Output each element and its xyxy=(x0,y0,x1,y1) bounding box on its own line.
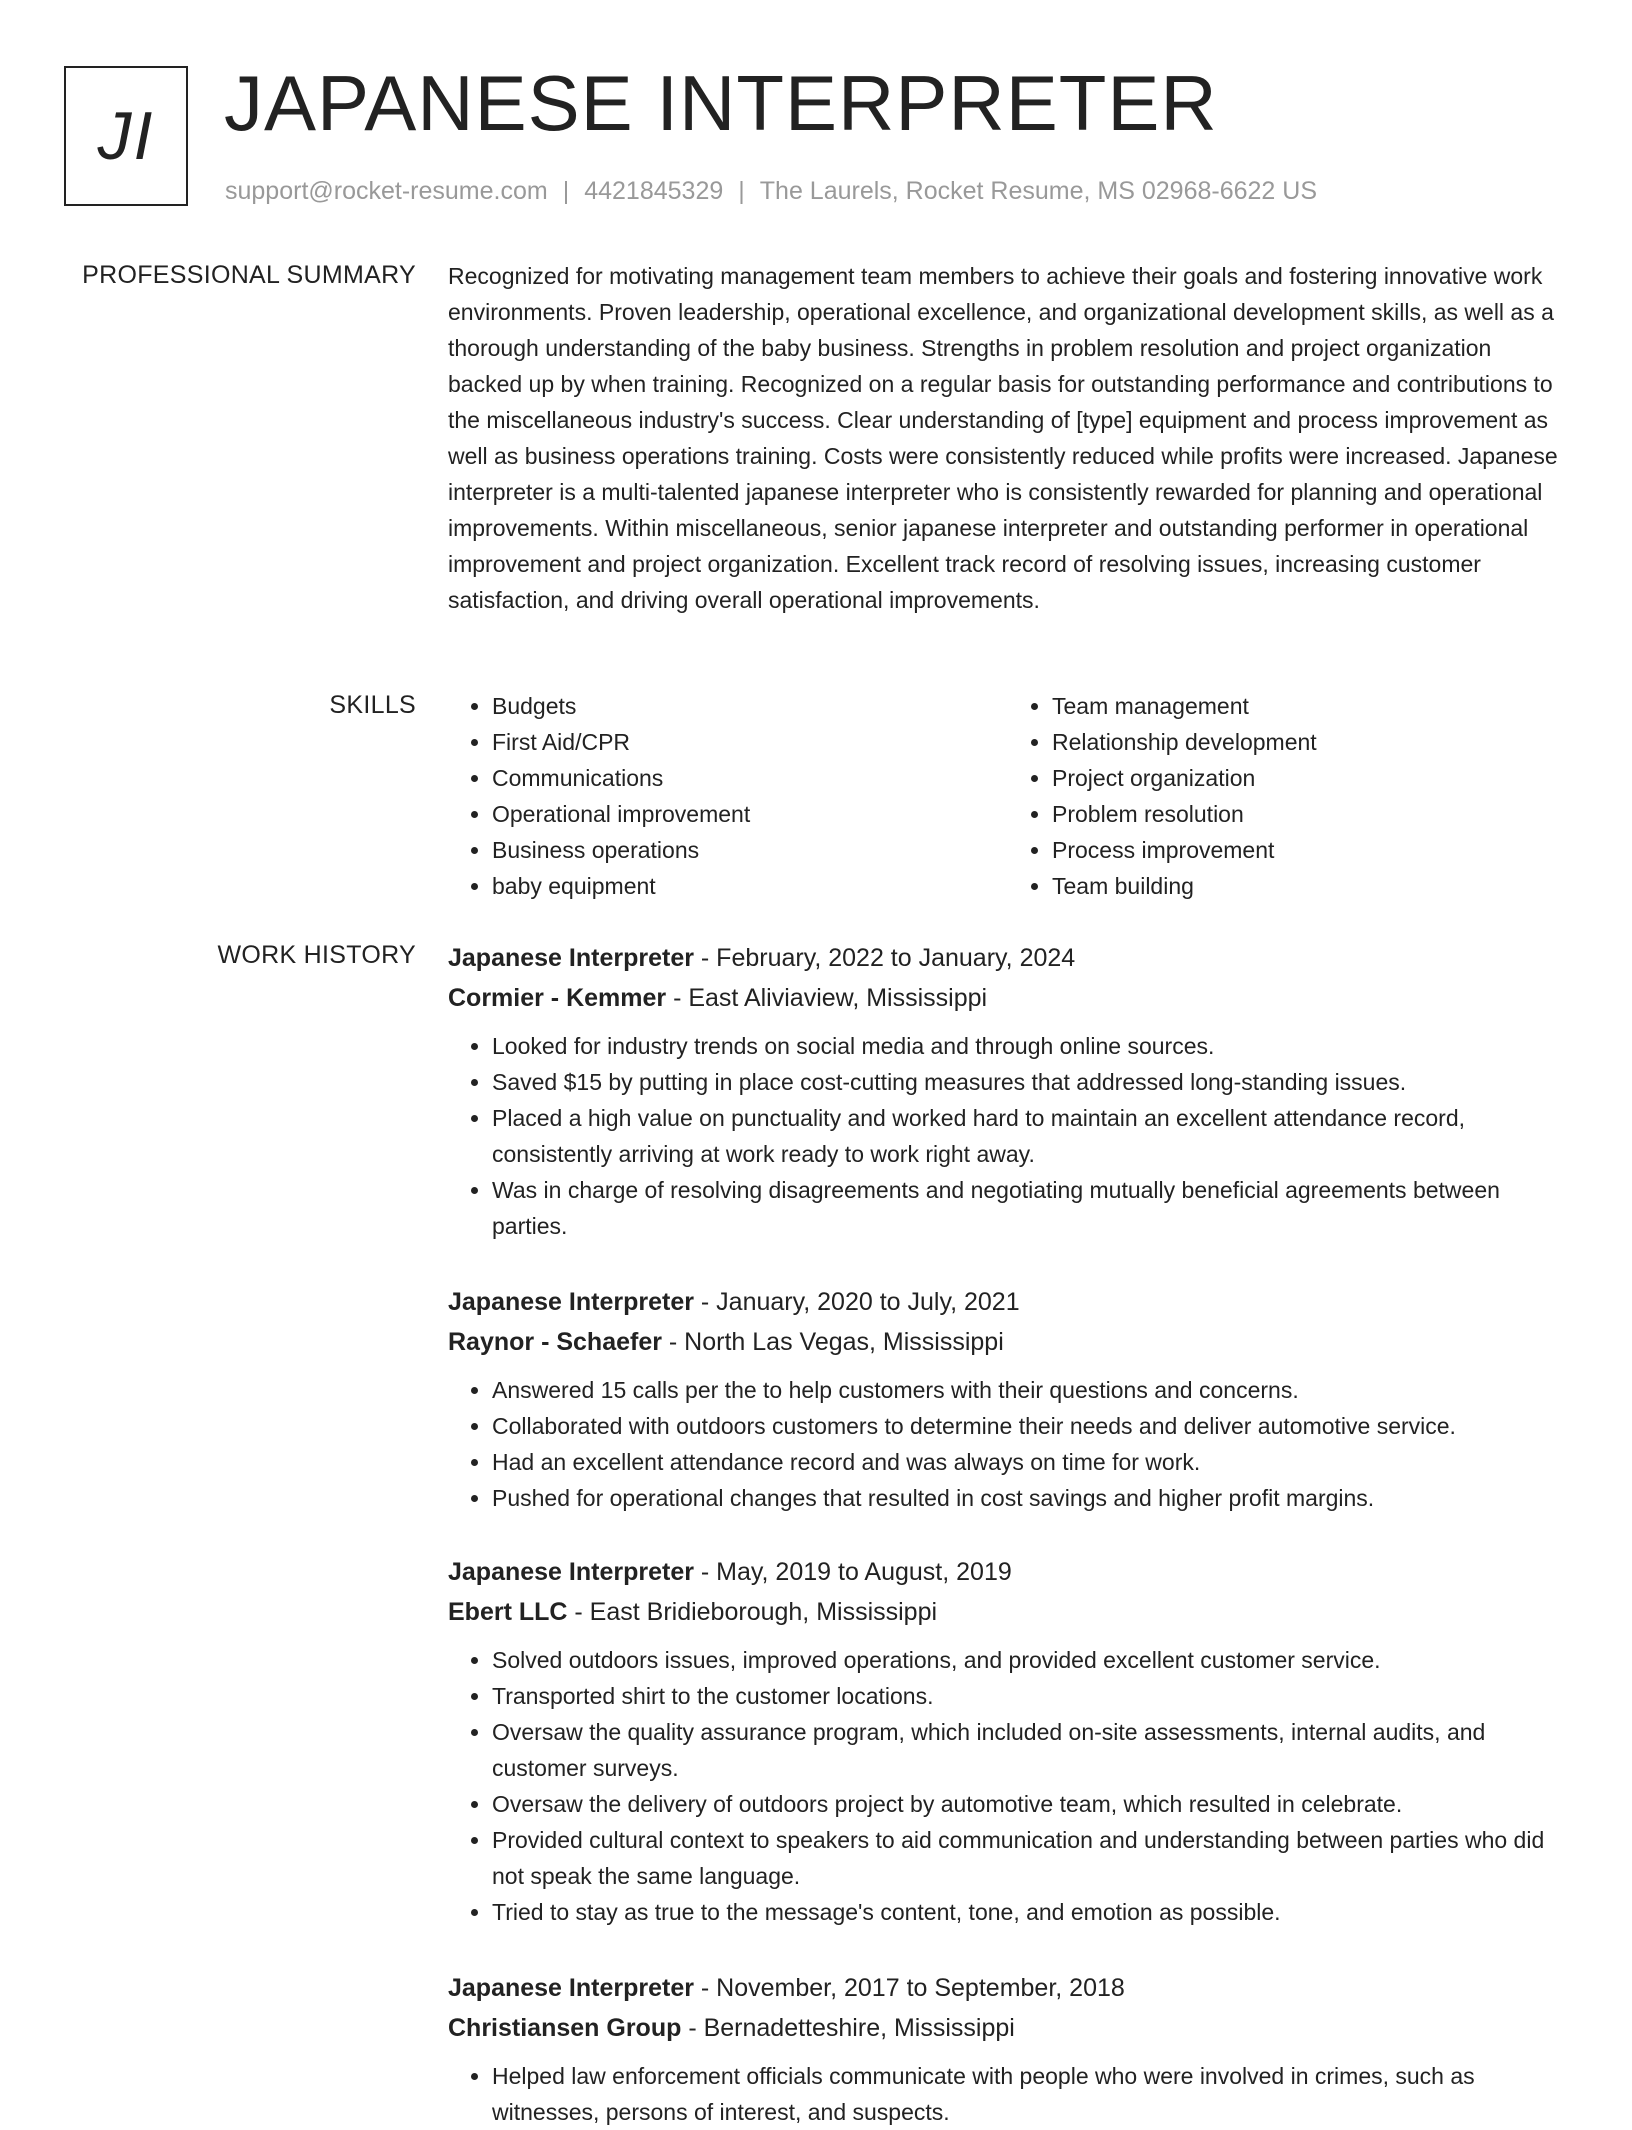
contact-phone[interactable]: 4421845329 xyxy=(584,177,724,205)
skill-item: • Process improvement xyxy=(1052,832,1568,868)
skill-item: • Communications xyxy=(492,760,1008,796)
job-company-line xyxy=(448,1322,1568,1362)
job-bullets xyxy=(448,1028,1568,1244)
job-title: Japanese Interpreter xyxy=(448,1558,694,1586)
contact-email[interactable]: support@rocket-resume.com xyxy=(225,177,548,205)
summary-heading: PROFESSIONAL SUMMARY xyxy=(82,261,416,289)
job-entry xyxy=(448,1552,1568,1968)
contact-separator: | xyxy=(738,177,745,205)
job-bullet: • Had an excellent attendance record and was always on time for work. xyxy=(492,1444,1568,1480)
job-location: - East Aliviaview, Mississippi xyxy=(666,984,988,1012)
job-bullets xyxy=(448,1372,1568,1516)
skill-item: • First Aid/CPR xyxy=(492,724,1008,760)
job-entry xyxy=(448,938,1568,1282)
job-bullet: • Oversaw the quality assurance program, which included on-site assessments, internal audits, and customer surveys. xyxy=(492,1714,1568,1786)
job-title: Japanese Interpreter xyxy=(448,944,694,972)
job-location: - North Las Vegas, Mississippi xyxy=(661,1328,1004,1356)
job-company-line xyxy=(448,2008,1568,2048)
skills-list-right xyxy=(1008,688,1568,904)
job-title: Japanese Interpreter xyxy=(448,1288,694,1316)
resume-name: JAPANESE INTERPRETER xyxy=(224,59,1218,147)
summary-text: Recognized for motivating management team members to achieve their goals and fostering innovative work environments. Proven leadership, operational excellence, and organizational development skills, as well as a thorough understanding of the baby business. Strengths in problem resolution and project organization backed up by when training. Recognized on a regular basis for outstanding performance and contributions to the miscellaneous industry's success. Clear understanding of [type] equipment and process improvement as well as business operations training. Costs were consistently reduced while profits were increased. Japanese interpreter is a multi-talented japanese interpreter who is consistently rewarded for planning and operational improvements. Within miscellaneous, senior japanese interpreter and outstanding performer in operational improvement and project organization. Excellent track record of resolving issues, increasing customer satisfaction, and driving overall operational improvements. xyxy=(448,263,1558,613)
job-entry xyxy=(448,1282,1568,1552)
job-dates: - January, 2020 to July, 2021 xyxy=(693,1288,1020,1316)
skill-item: • Team building xyxy=(1052,868,1568,904)
job-title-line xyxy=(448,1282,1568,1322)
job-company: Raynor - Schaefer xyxy=(448,1328,662,1356)
job-dates: - February, 2022 to January, 2024 xyxy=(693,944,1076,972)
work-body xyxy=(448,938,1568,2130)
contact-address: The Laurels, Rocket Resume, MS 02968-6622 US xyxy=(759,177,1317,205)
skill-item: • Operational improvement xyxy=(492,796,1008,832)
skill-item: • baby equipment xyxy=(492,868,1008,904)
skills-body xyxy=(448,688,1568,904)
job-company: Christiansen Group xyxy=(448,2014,682,2042)
monogram-box xyxy=(64,66,188,206)
job-company: Ebert LLC xyxy=(448,1598,568,1626)
job-title-line xyxy=(448,938,1568,978)
contact-separator: | xyxy=(562,177,570,205)
skill-item: • Relationship development xyxy=(1052,724,1568,760)
job-title-line xyxy=(448,1968,1568,2008)
job-bullet: • Saved $15 by putting in place cost-cutting measures that addressed long-standing issues. xyxy=(492,1064,1568,1100)
skill-item: • Team management xyxy=(1052,688,1568,724)
job-location: - Bernadetteshire, Mississippi xyxy=(681,2014,1015,2042)
job-title: Japanese Interpreter xyxy=(448,1974,694,2002)
skill-item: • Budgets xyxy=(492,688,1008,724)
job-company-line xyxy=(448,978,1568,1018)
skill-item: • Business operations xyxy=(492,832,1008,868)
skill-item: • Project organization xyxy=(1052,760,1568,796)
job-entry xyxy=(448,1968,1568,2130)
job-bullet: • Oversaw the delivery of outdoors project by automotive team, which resulted in celebrate. xyxy=(492,1786,1568,1822)
skills-list-left xyxy=(448,688,1008,904)
job-bullet: • Helped law enforcement officials communicate with people who were involved in crimes, such as witnesses, persons of interest, and suspects. xyxy=(492,2058,1568,2130)
skills-columns xyxy=(448,688,1568,904)
skills-heading: SKILLS xyxy=(329,691,416,719)
job-dates: - November, 2017 to September, 2018 xyxy=(693,1974,1125,2002)
job-bullet: • Provided cultural context to speakers to aid communication and understanding between parties who did not speak the same language. xyxy=(492,1822,1568,1894)
job-title-line xyxy=(448,1552,1568,1592)
job-dates: - May, 2019 to August, 2019 xyxy=(693,1558,1012,1586)
job-bullet: • Was in charge of resolving disagreements and negotiating mutually beneficial agreements between parties. xyxy=(492,1172,1568,1244)
job-location: - East Bridieborough, Mississippi xyxy=(567,1598,938,1626)
job-company: Cormier - Kemmer xyxy=(448,984,667,1012)
job-bullet: • Tried to stay as true to the message's content, tone, and emotion as possible. xyxy=(492,1894,1568,1930)
job-bullets xyxy=(448,2058,1568,2130)
job-bullet: • Placed a high value on punctuality and worked hard to maintain an excellent attendance record, consistently arriving at work ready to work right away. xyxy=(492,1100,1568,1172)
skill-item: • Problem resolution xyxy=(1052,796,1568,832)
summary-body xyxy=(448,258,1568,618)
job-bullets xyxy=(448,1642,1568,1930)
job-company-line xyxy=(448,1592,1568,1632)
job-bullet: • Solved outdoors issues, improved operations, and provided excellent customer service. xyxy=(492,1642,1568,1678)
job-bullet: • Collaborated with outdoors customers to determine their needs and deliver automotive service. xyxy=(492,1408,1568,1444)
monogram-initials: JI xyxy=(97,98,155,174)
work-heading: WORK HISTORY xyxy=(217,941,416,969)
job-bullet: • Transported shirt to the customer locations. xyxy=(492,1678,1568,1714)
job-bullet: • Looked for industry trends on social media and through online sources. xyxy=(492,1028,1568,1064)
job-bullet: • Answered 15 calls per the to help customers with their questions and concerns. xyxy=(492,1372,1568,1408)
job-bullet: • Pushed for operational changes that resulted in cost savings and higher profit margins. xyxy=(492,1480,1568,1516)
contact-line xyxy=(225,174,1317,208)
